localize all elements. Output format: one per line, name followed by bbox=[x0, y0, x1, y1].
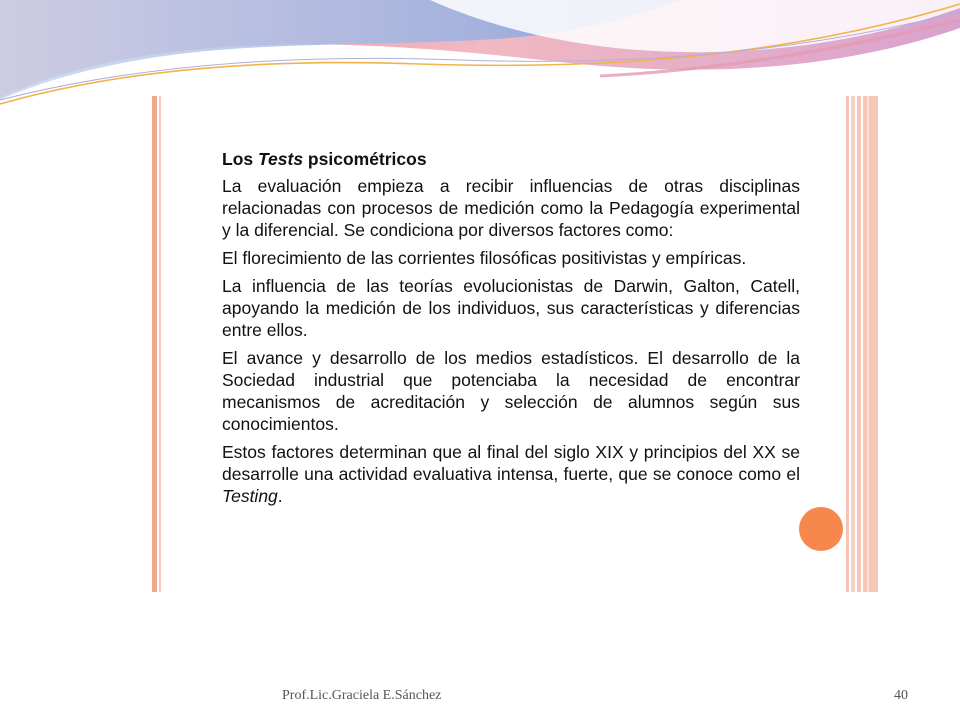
paragraph-positivism: El florecimiento de las corrientes filosóficas positivistas y empíricas. bbox=[222, 248, 747, 268]
frame-right-border-thin bbox=[846, 96, 849, 592]
paragraph-conclusion bbox=[222, 441, 800, 507]
title-prefix: Los bbox=[222, 149, 258, 169]
slide-title bbox=[222, 148, 800, 170]
conclusion-text: Estos factores determinan que al final del siglo XIX y principios del XX se desarrolle una actividad evaluativa intensa, fuerte, que se conoce como el bbox=[222, 442, 800, 484]
title-emphasis: Tests bbox=[257, 149, 304, 169]
conclusion-emphasis: Testing bbox=[222, 486, 278, 506]
frame-left-border bbox=[152, 96, 157, 592]
frame-right-border-gap bbox=[861, 96, 863, 592]
frame-left-inner-border bbox=[159, 96, 161, 592]
slide-text-block bbox=[222, 148, 800, 513]
footer-author: Prof.Lic.Graciela E.Sánchez bbox=[282, 688, 442, 703]
paragraph-evolutionism: La influencia de las teorías evolucionistas de Darwin, Galton, Catell, apoyando la medición de los individuos, sus características y diferencias entre ellos. bbox=[222, 276, 800, 340]
frame-right-border-gap2 bbox=[867, 96, 869, 592]
paragraph-intro: La evaluación empieza a recibir influencias de otras disciplinas relacionadas con procesos de medición como la Pedagogía experimental y la diferencial. Se condiciona por diversos factores como: bbox=[222, 176, 800, 240]
frame-right-border-mid bbox=[851, 96, 855, 592]
title-suffix: psicométricos bbox=[303, 149, 427, 169]
decorative-orange-circle bbox=[799, 507, 843, 551]
paragraph-statistics: El avance y desarrollo de los medios estadísticos. El desarrollo de la Sociedad industrial que potenciaba la necesidad de encontrar mecanismos de acreditación y selección de alumnos según sus conocimientos. bbox=[222, 348, 800, 434]
page-number: 40 bbox=[894, 688, 908, 703]
conclusion-end: . bbox=[277, 486, 283, 506]
decorative-wave-header bbox=[0, 0, 960, 110]
